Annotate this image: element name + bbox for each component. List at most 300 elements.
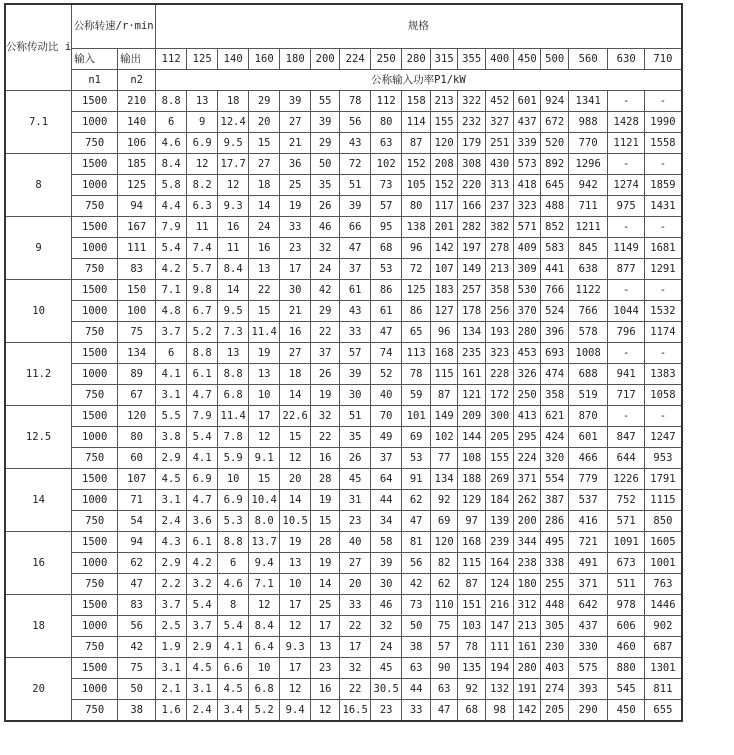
power-value-cell: 57 bbox=[431, 636, 458, 657]
input-speed-cell: 1000 bbox=[72, 174, 118, 195]
power-value-cell: 312 bbox=[514, 594, 541, 615]
size-header-cell: 560 bbox=[569, 48, 608, 69]
power-value-cell: 17 bbox=[280, 258, 311, 279]
power-value-cell: 511 bbox=[608, 573, 645, 594]
output-speed-cell: 38 bbox=[118, 699, 156, 721]
power-value-cell: 64 bbox=[371, 468, 402, 489]
power-value-cell: 638 bbox=[569, 258, 608, 279]
power-value-cell: 45 bbox=[371, 657, 402, 678]
input-header bbox=[72, 48, 118, 69]
power-value-cell: 72 bbox=[402, 258, 431, 279]
power-value-cell: 1301 bbox=[645, 657, 682, 678]
power-value-cell: 47 bbox=[371, 321, 402, 342]
power-value-cell: 53 bbox=[402, 447, 431, 468]
power-value-cell: 688 bbox=[569, 363, 608, 384]
power-value-cell: 96 bbox=[431, 321, 458, 342]
output-speed-cell: 60 bbox=[118, 447, 156, 468]
power-value-cell: 16.5 bbox=[340, 699, 371, 721]
power-value-cell: 144 bbox=[458, 426, 486, 447]
table-row bbox=[5, 552, 682, 573]
power-value-cell: 115 bbox=[458, 552, 486, 573]
power-value-cell: 545 bbox=[608, 678, 645, 699]
power-value-cell: 161 bbox=[514, 636, 541, 657]
power-value-cell: 8.8 bbox=[218, 531, 249, 552]
power-value-cell: 51 bbox=[340, 174, 371, 195]
table-row bbox=[5, 531, 682, 552]
power-value-cell: 448 bbox=[541, 594, 569, 615]
power-value-cell: 29 bbox=[249, 90, 280, 111]
power-value-cell: 45 bbox=[340, 468, 371, 489]
ratio-header bbox=[5, 4, 72, 90]
power-value-cell: 1341 bbox=[569, 90, 608, 111]
header-row-2 bbox=[5, 48, 682, 69]
power-value-cell: 19 bbox=[311, 552, 340, 573]
power-value-cell: 197 bbox=[458, 237, 486, 258]
power-value-cell: 33 bbox=[402, 699, 431, 721]
table-row bbox=[5, 510, 682, 531]
power-value-cell: 224 bbox=[514, 447, 541, 468]
power-value-cell: 5.5 bbox=[156, 405, 187, 426]
power-value-cell: 870 bbox=[569, 405, 608, 426]
power-value-cell: 308 bbox=[458, 153, 486, 174]
output-speed-cell: 106 bbox=[118, 132, 156, 153]
power-value-cell: 251 bbox=[486, 132, 514, 153]
power-value-cell: 23 bbox=[311, 657, 340, 678]
size-header-cell: 450 bbox=[514, 48, 541, 69]
input-speed-cell: 1500 bbox=[72, 216, 118, 237]
power-value-cell: 55 bbox=[311, 90, 340, 111]
output-speed-cell: 71 bbox=[118, 489, 156, 510]
power-value-cell: 4.2 bbox=[156, 258, 187, 279]
power-value-cell: 850 bbox=[645, 510, 682, 531]
power-value-cell: 61 bbox=[371, 300, 402, 321]
spec-header-text: 规格 bbox=[407, 19, 429, 32]
power-value-cell: 40 bbox=[371, 384, 402, 405]
power-value-cell: 17 bbox=[280, 594, 311, 615]
power-value-cell: 19 bbox=[311, 384, 340, 405]
power-value-cell: 358 bbox=[541, 384, 569, 405]
power-value-cell: 4.1 bbox=[156, 363, 187, 384]
output-speed-cell: 125 bbox=[118, 174, 156, 195]
power-value-cell: 205 bbox=[541, 699, 569, 721]
power-value-cell: 3.7 bbox=[187, 615, 218, 636]
speed-header bbox=[72, 4, 156, 48]
power-value-cell: 2.4 bbox=[156, 510, 187, 531]
power-value-cell: 1.6 bbox=[156, 699, 187, 721]
power-value-cell: 117 bbox=[431, 195, 458, 216]
power-value-cell: 280 bbox=[514, 657, 541, 678]
ratio-cell: 7.1 bbox=[5, 90, 72, 153]
power-value-cell: 5.8 bbox=[156, 174, 187, 195]
power-value-cell: 12 bbox=[187, 153, 218, 174]
power-value-cell: 39 bbox=[340, 363, 371, 384]
input-speed-cell: 1000 bbox=[72, 426, 118, 447]
power-value-cell: 57 bbox=[371, 195, 402, 216]
power-value-cell: 63 bbox=[431, 678, 458, 699]
power-value-cell: 453 bbox=[514, 342, 541, 363]
power-value-cell: 278 bbox=[486, 237, 514, 258]
power-value-cell: 717 bbox=[608, 384, 645, 405]
header-row-3 bbox=[5, 69, 682, 90]
power-value-cell: 1149 bbox=[608, 237, 645, 258]
power-value-cell: - bbox=[645, 342, 682, 363]
power-value-cell: 96 bbox=[402, 237, 431, 258]
output-speed-cell: 62 bbox=[118, 552, 156, 573]
power-value-cell: 6.9 bbox=[187, 468, 218, 489]
power-value-cell: 256 bbox=[486, 300, 514, 321]
power-value-cell: 519 bbox=[569, 384, 608, 405]
power-value-cell: 29 bbox=[311, 132, 340, 153]
power-value-cell: 22 bbox=[249, 279, 280, 300]
input-speed-cell: 1500 bbox=[72, 90, 118, 111]
power-value-cell: 322 bbox=[458, 90, 486, 111]
output-speed-cell: 75 bbox=[118, 657, 156, 678]
power-value-cell: 13 bbox=[280, 552, 311, 573]
power-value-cell: 27 bbox=[280, 342, 311, 363]
power-value-cell: 752 bbox=[608, 489, 645, 510]
power-value-cell: 1091 bbox=[608, 531, 645, 552]
power-value-cell: - bbox=[645, 279, 682, 300]
power-value-cell: 17 bbox=[340, 636, 371, 657]
power-value-cell: 101 bbox=[402, 405, 431, 426]
power-value-cell: 11.4 bbox=[218, 405, 249, 426]
power-value-cell: 1044 bbox=[608, 300, 645, 321]
header-row-1 bbox=[5, 4, 682, 48]
power-value-cell: 4.7 bbox=[187, 384, 218, 405]
power-value-cell: 305 bbox=[541, 615, 569, 636]
power-value-cell: 300 bbox=[486, 405, 514, 426]
table-row bbox=[5, 489, 682, 510]
size-header-cell: 250 bbox=[371, 48, 402, 69]
table-row bbox=[5, 384, 682, 405]
power-value-cell: 151 bbox=[458, 594, 486, 615]
power-value-cell: 7.4 bbox=[187, 237, 218, 258]
power-value-cell: 91 bbox=[402, 468, 431, 489]
output-speed-cell: 54 bbox=[118, 510, 156, 531]
size-header-cell: 355 bbox=[458, 48, 486, 69]
power-value-cell: 330 bbox=[569, 636, 608, 657]
ratio-cell: 10 bbox=[5, 279, 72, 342]
power-value-cell: 16 bbox=[311, 678, 340, 699]
power-value-cell: 255 bbox=[541, 573, 569, 594]
power-value-cell: 4.5 bbox=[156, 468, 187, 489]
power-value-cell: 655 bbox=[645, 699, 682, 721]
ratio-cell: 16 bbox=[5, 531, 72, 594]
ratio-header-text: 公称传动比 i bbox=[6, 40, 72, 53]
power-value-cell: 1226 bbox=[608, 468, 645, 489]
power-value-cell: 2.1 bbox=[156, 678, 187, 699]
power-value-cell: 3.6 bbox=[187, 510, 218, 531]
power-value-cell: 12 bbox=[249, 594, 280, 615]
power-value-cell: 50 bbox=[311, 153, 340, 174]
power-value-cell: 25 bbox=[280, 174, 311, 195]
power-value-cell: 9.5 bbox=[218, 132, 249, 153]
power-value-cell: 63 bbox=[402, 657, 431, 678]
size-header-cell: 200 bbox=[311, 48, 340, 69]
power-value-cell: 9.3 bbox=[280, 636, 311, 657]
power-value-cell: 78 bbox=[458, 636, 486, 657]
power-value-cell: 766 bbox=[569, 300, 608, 321]
input-speed-cell: 750 bbox=[72, 636, 118, 657]
power-value-cell: 114 bbox=[402, 111, 431, 132]
power-value-cell: 168 bbox=[431, 342, 458, 363]
power-value-cell: 978 bbox=[608, 594, 645, 615]
power-value-cell: 466 bbox=[569, 447, 608, 468]
power-value-cell: 530 bbox=[514, 279, 541, 300]
power-value-cell: 1558 bbox=[645, 132, 682, 153]
power-value-cell: 134 bbox=[431, 468, 458, 489]
table-row bbox=[5, 258, 682, 279]
table-row bbox=[5, 699, 682, 721]
power-value-cell: 1121 bbox=[608, 132, 645, 153]
power-value-cell: 7.9 bbox=[156, 216, 187, 237]
power-value-cell: 6.1 bbox=[187, 363, 218, 384]
power-value-cell: 9.4 bbox=[249, 552, 280, 573]
power-value-cell: 56 bbox=[402, 552, 431, 573]
power-value-cell: 51 bbox=[340, 405, 371, 426]
size-header-cell: 710 bbox=[645, 48, 682, 69]
power-value-cell: 209 bbox=[458, 405, 486, 426]
power-value-cell: 15 bbox=[311, 510, 340, 531]
power-value-cell: - bbox=[608, 90, 645, 111]
output-speed-cell: 42 bbox=[118, 636, 156, 657]
power-value-cell: 80 bbox=[371, 111, 402, 132]
input-speed-cell: 1500 bbox=[72, 531, 118, 552]
power-value-cell: - bbox=[608, 342, 645, 363]
power-value-cell: 763 bbox=[645, 573, 682, 594]
power-value-cell: 180 bbox=[514, 573, 541, 594]
power-value-cell: 880 bbox=[608, 657, 645, 678]
size-header-cell: 280 bbox=[402, 48, 431, 69]
power-value-cell: 53 bbox=[371, 258, 402, 279]
power-value-cell: 5.3 bbox=[218, 510, 249, 531]
table-row bbox=[5, 594, 682, 615]
power-value-cell: 413 bbox=[514, 405, 541, 426]
power-value-cell: 3.1 bbox=[156, 489, 187, 510]
power-value-cell: 779 bbox=[569, 468, 608, 489]
speed-header-text: 公称转速/r·min bbox=[73, 19, 154, 32]
power-value-cell: 95 bbox=[371, 216, 402, 237]
output-speed-cell: 94 bbox=[118, 195, 156, 216]
power-value-cell: 1859 bbox=[645, 174, 682, 195]
power-value-cell: 17.7 bbox=[218, 153, 249, 174]
power-value-cell: 73 bbox=[371, 174, 402, 195]
power-value-cell: 14 bbox=[218, 279, 249, 300]
output-speed-cell: 94 bbox=[118, 531, 156, 552]
power-value-cell: 409 bbox=[514, 237, 541, 258]
power-value-cell: 11 bbox=[187, 216, 218, 237]
power-value-cell: 796 bbox=[608, 321, 645, 342]
input-speed-cell: 750 bbox=[72, 510, 118, 531]
power-value-cell: 418 bbox=[514, 174, 541, 195]
power-value-cell: 13 bbox=[249, 363, 280, 384]
output-speed-cell: 56 bbox=[118, 615, 156, 636]
output-speed-cell: 185 bbox=[118, 153, 156, 174]
power-value-cell: 2.9 bbox=[156, 447, 187, 468]
power-value-cell: 1291 bbox=[645, 258, 682, 279]
table-row bbox=[5, 174, 682, 195]
power-value-cell: 2.9 bbox=[187, 636, 218, 657]
power-value-cell: 370 bbox=[514, 300, 541, 321]
n2-header-text: n2 bbox=[130, 73, 143, 86]
power-header-text: 公称输入功率P1/kW bbox=[371, 74, 466, 86]
power-value-cell: 8.2 bbox=[187, 174, 218, 195]
power-table-container bbox=[4, 3, 683, 722]
power-value-cell: 491 bbox=[569, 552, 608, 573]
input-speed-cell: 750 bbox=[72, 699, 118, 721]
power-value-cell: 8.8 bbox=[218, 363, 249, 384]
power-value-cell: 110 bbox=[431, 594, 458, 615]
power-value-cell: 15 bbox=[249, 300, 280, 321]
power-value-cell: 9.4 bbox=[280, 699, 311, 721]
power-value-cell: 4.5 bbox=[218, 678, 249, 699]
input-speed-cell: 750 bbox=[72, 132, 118, 153]
power-value-cell: 13 bbox=[249, 258, 280, 279]
ratio-cell: 20 bbox=[5, 657, 72, 721]
power-value-cell: 57 bbox=[340, 342, 371, 363]
power-value-cell: 19 bbox=[311, 489, 340, 510]
ratio-cell: 18 bbox=[5, 594, 72, 657]
power-value-cell: 13 bbox=[187, 90, 218, 111]
power-value-cell: - bbox=[608, 405, 645, 426]
power-value-cell: 7.9 bbox=[187, 405, 218, 426]
power-value-cell: 59 bbox=[402, 384, 431, 405]
power-value-cell: 12 bbox=[311, 699, 340, 721]
power-value-cell: 7.3 bbox=[218, 321, 249, 342]
power-value-cell: 573 bbox=[514, 153, 541, 174]
power-value-cell: 339 bbox=[514, 132, 541, 153]
power-value-cell: 77 bbox=[431, 447, 458, 468]
input-speed-cell: 750 bbox=[72, 195, 118, 216]
power-value-cell: 52 bbox=[371, 363, 402, 384]
power-value-cell: 237 bbox=[486, 195, 514, 216]
power-value-cell: 239 bbox=[486, 531, 514, 552]
power-value-cell: 47 bbox=[340, 237, 371, 258]
output-speed-cell: 83 bbox=[118, 594, 156, 615]
ratio-cell: 12.5 bbox=[5, 405, 72, 468]
input-speed-cell: 750 bbox=[72, 573, 118, 594]
power-value-cell: 80 bbox=[402, 195, 431, 216]
power-value-cell: 27 bbox=[249, 153, 280, 174]
power-value-cell: 5.4 bbox=[187, 594, 218, 615]
power-value-cell: 1247 bbox=[645, 426, 682, 447]
power-value-cell: 1296 bbox=[569, 153, 608, 174]
table-row bbox=[5, 615, 682, 636]
power-value-cell: 14 bbox=[311, 573, 340, 594]
table-row bbox=[5, 363, 682, 384]
power-value-cell: 371 bbox=[514, 468, 541, 489]
power-value-cell: 26 bbox=[311, 195, 340, 216]
table-row bbox=[5, 657, 682, 678]
ratio-cell: 9 bbox=[5, 216, 72, 279]
power-value-cell: 26 bbox=[311, 363, 340, 384]
power-value-cell: 115 bbox=[431, 363, 458, 384]
power-value-cell: 606 bbox=[608, 615, 645, 636]
power-value-cell: 571 bbox=[514, 216, 541, 237]
power-value-cell: 155 bbox=[431, 111, 458, 132]
power-value-cell: 1532 bbox=[645, 300, 682, 321]
power-value-cell: 371 bbox=[569, 573, 608, 594]
output-speed-cell: 89 bbox=[118, 363, 156, 384]
power-value-cell: 22.6 bbox=[280, 405, 311, 426]
power-value-cell: 23 bbox=[340, 510, 371, 531]
power-value-cell: 36 bbox=[280, 153, 311, 174]
power-value-cell: 166 bbox=[458, 195, 486, 216]
power-value-cell: 39 bbox=[280, 90, 311, 111]
power-value-cell: 845 bbox=[569, 237, 608, 258]
power-value-cell: 4.1 bbox=[187, 447, 218, 468]
ratio-cell: 14 bbox=[5, 468, 72, 531]
power-value-cell: 416 bbox=[569, 510, 608, 531]
power-value-cell: 103 bbox=[458, 615, 486, 636]
power-value-cell: 290 bbox=[569, 699, 608, 721]
power-value-cell: 87 bbox=[458, 573, 486, 594]
power-value-cell: 672 bbox=[541, 111, 569, 132]
power-value-cell: 320 bbox=[541, 447, 569, 468]
power-value-cell: 393 bbox=[569, 678, 608, 699]
power-value-cell: 213 bbox=[514, 615, 541, 636]
power-value-cell: 902 bbox=[645, 615, 682, 636]
power-value-cell: 4.4 bbox=[156, 195, 187, 216]
power-value-cell: 387 bbox=[541, 489, 569, 510]
power-value-cell: 33 bbox=[340, 594, 371, 615]
input-speed-cell: 1000 bbox=[72, 363, 118, 384]
table-row bbox=[5, 216, 682, 237]
input-speed-cell: 1500 bbox=[72, 657, 118, 678]
power-value-cell: 75 bbox=[431, 615, 458, 636]
size-header-cell: 140 bbox=[218, 48, 249, 69]
input-speed-cell: 1000 bbox=[72, 489, 118, 510]
output-speed-cell: 100 bbox=[118, 300, 156, 321]
power-value-cell: 22 bbox=[340, 615, 371, 636]
power-value-cell: 90 bbox=[431, 657, 458, 678]
power-value-cell: 280 bbox=[514, 321, 541, 342]
power-value-cell: 3.7 bbox=[156, 321, 187, 342]
power-value-cell: 1383 bbox=[645, 363, 682, 384]
power-value-cell: 238 bbox=[514, 552, 541, 573]
power-value-cell: 164 bbox=[486, 552, 514, 573]
power-value-cell: 13 bbox=[218, 342, 249, 363]
input-speed-cell: 750 bbox=[72, 258, 118, 279]
power-value-cell: 9.1 bbox=[249, 447, 280, 468]
power-value-cell: 39 bbox=[311, 111, 340, 132]
power-value-cell: 34 bbox=[371, 510, 402, 531]
power-value-cell: 495 bbox=[541, 531, 569, 552]
power-value-cell: 152 bbox=[402, 153, 431, 174]
power-value-cell: 5.2 bbox=[187, 321, 218, 342]
power-value-cell: 12 bbox=[280, 615, 311, 636]
power-value-cell: 72 bbox=[340, 153, 371, 174]
power-value-cell: 4.7 bbox=[187, 489, 218, 510]
power-value-cell: 12.4 bbox=[218, 111, 249, 132]
size-header-cell: 500 bbox=[541, 48, 569, 69]
power-value-cell: 450 bbox=[608, 699, 645, 721]
output-speed-cell: 111 bbox=[118, 237, 156, 258]
power-value-cell: 4.8 bbox=[156, 300, 187, 321]
power-value-cell: 975 bbox=[608, 195, 645, 216]
power-value-cell: 6.3 bbox=[187, 195, 218, 216]
power-value-cell: 323 bbox=[486, 342, 514, 363]
power-value-cell: 43 bbox=[340, 132, 371, 153]
power-value-cell: 6.6 bbox=[218, 657, 249, 678]
power-value-cell: 1681 bbox=[645, 237, 682, 258]
power-value-cell: 7.8 bbox=[218, 426, 249, 447]
power-value-cell: 286 bbox=[541, 510, 569, 531]
power-value-cell: 250 bbox=[514, 384, 541, 405]
power-value-cell: 23 bbox=[371, 699, 402, 721]
power-value-cell: 113 bbox=[402, 342, 431, 363]
power-value-cell: 58 bbox=[371, 531, 402, 552]
